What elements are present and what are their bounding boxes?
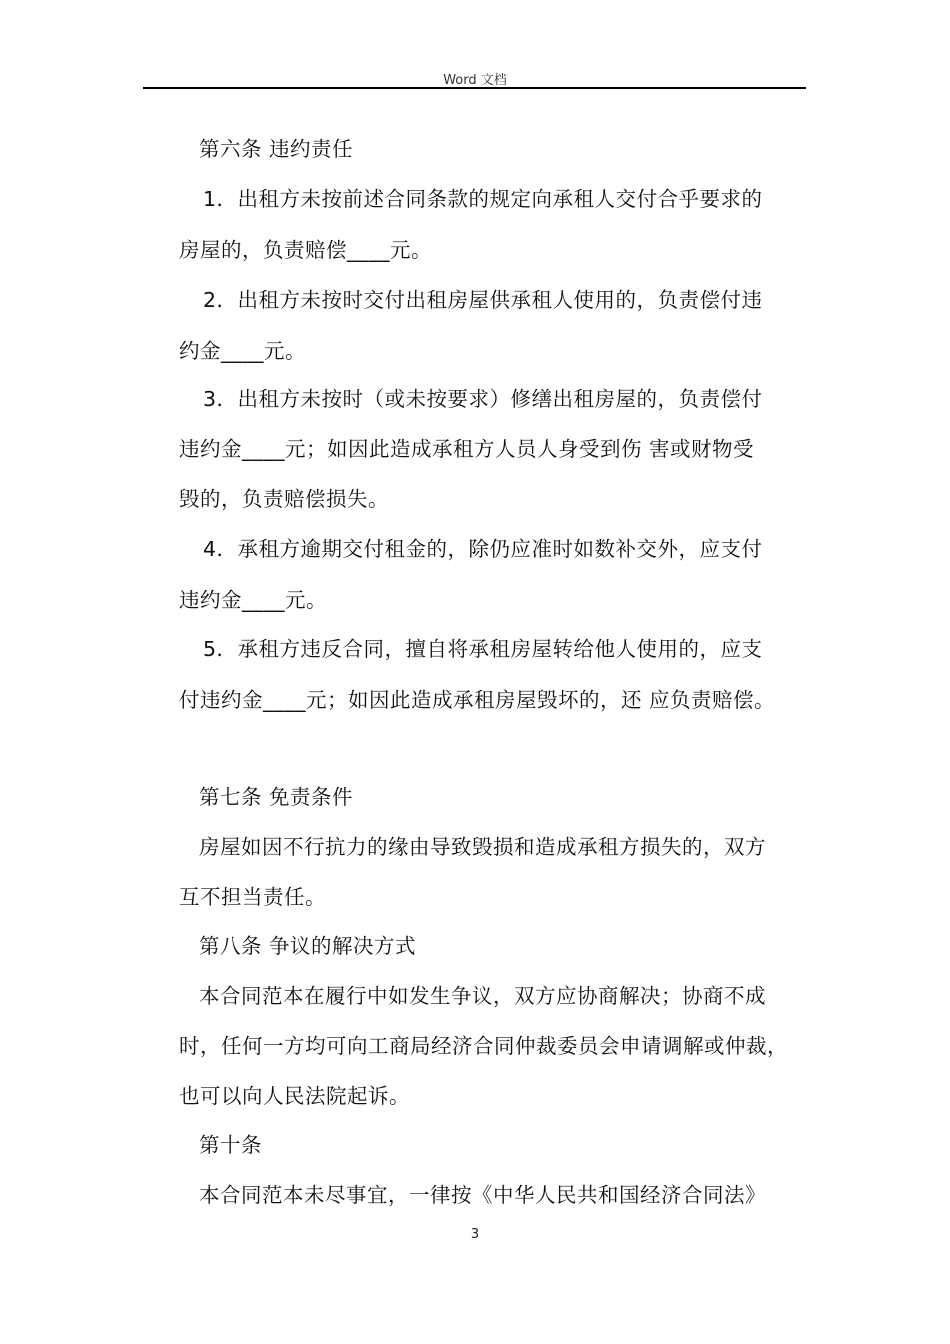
article-6-item-1: 1．出租方未按前述合同条款的规定向承租人交付合乎要求的 xyxy=(203,187,763,211)
article-6-item-3-cont: 违约金____元；如因此造成承租方人员人身受到伤 害或财物受 xyxy=(179,437,755,461)
article-10-body: 本合同范本未尽事宜，一律按《中华人民共和国经济合同法》 xyxy=(199,1183,766,1207)
article-6-heading: 第六条 违约责任 xyxy=(199,137,354,161)
article-6-item-4: 4．承租方逾期交付租金的，除仍应准时如数补交外，应支付 xyxy=(203,537,763,561)
article-8-body-cont: 时，任何一方均可向工商局经济合同仲裁委员会申请调解或仲裁， xyxy=(179,1034,788,1058)
article-7-body: 房屋如因不行抗力的缘由导致毁损和造成承租方损失的，双方 xyxy=(199,835,766,859)
article-6-item-4-cont: 违约金____元。 xyxy=(179,588,327,612)
article-6-item-2-cont: 约金____元。 xyxy=(179,339,306,363)
header-divider xyxy=(143,87,806,89)
article-6-item-3: 3．出租方未按时（或未按要求）修缮出租房屋的，负责偿付 xyxy=(203,387,763,411)
article-6-item-2: 2．出租方未按时交付出租房屋供承租人使用的，负责偿付违 xyxy=(203,288,763,312)
page-number: 3 xyxy=(470,1227,480,1242)
article-8-heading: 第八条 争议的解决方式 xyxy=(199,934,417,958)
article-8-body: 本合同范本在履行中如发生争议，双方应协商解决；协商不成 xyxy=(199,984,766,1008)
article-6-item-3-cont2: 毁的，负责赔偿损失。 xyxy=(179,487,389,511)
article-8-body-cont2: 也可以向人民法院起诉。 xyxy=(179,1084,410,1108)
article-7-heading: 第七条 免责条件 xyxy=(199,785,354,809)
article-6-item-5: 5．承租方违反合同，擅自将承租房屋转给他人使用的，应支 xyxy=(203,637,763,661)
article-6-item-5-cont: 付违约金____元；如因此造成承租房屋毁坏的，还 应负责赔偿。 xyxy=(179,688,776,712)
article-7-body-cont: 互不担当责任。 xyxy=(179,885,326,909)
article-6-item-1-cont: 房屋的，负责赔偿____元。 xyxy=(179,238,432,262)
header-title: Word 文档 xyxy=(443,73,507,88)
article-10-heading: 第十条 xyxy=(199,1133,262,1157)
